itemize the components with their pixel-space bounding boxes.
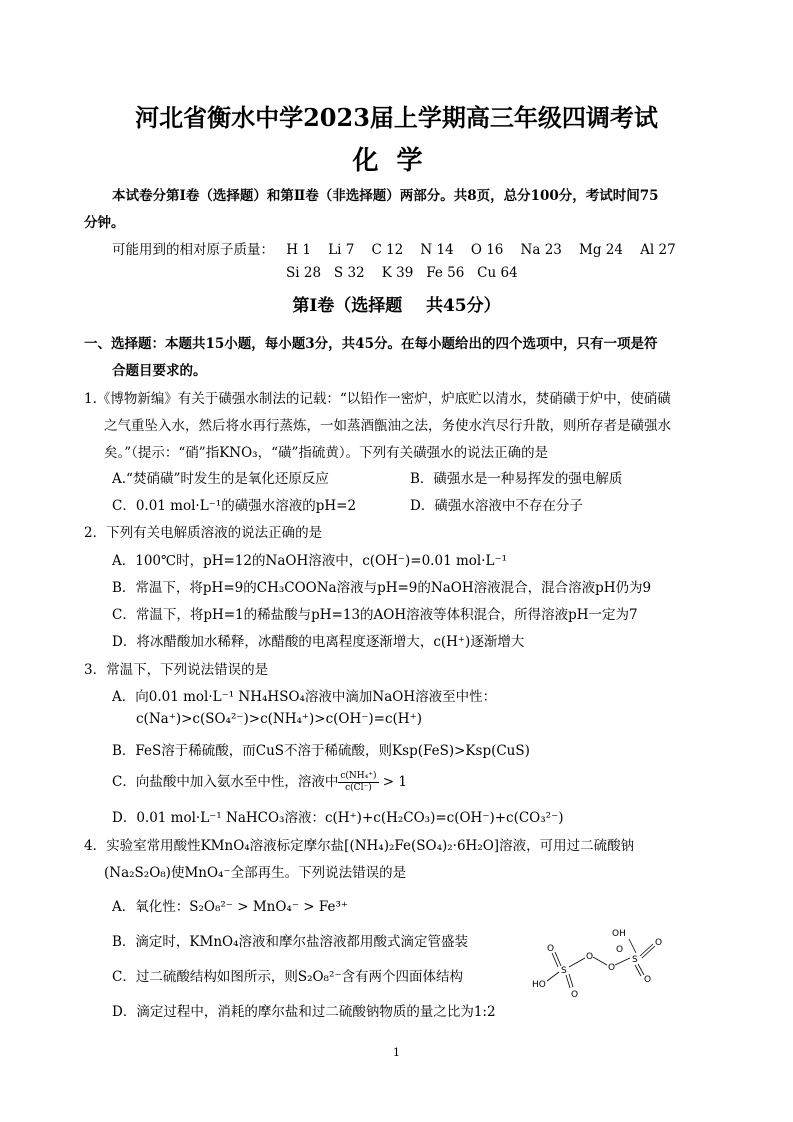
q1-option-d: D．磺强水溶液中不存在分子 <box>410 498 583 514</box>
q1-option-b: B．磺强水是一种易挥发的强电解质 <box>410 471 623 487</box>
q3-option-c-suffix: > 1 <box>382 774 407 790</box>
structure-label-ho-left: HO <box>532 980 546 990</box>
q4-stem-1: 4．实验室常用酸性KMnO₄溶液标定摩尔盐[(NH₄)₂Fe(SO₄)₂·6H₂O]溶液，可用过二硫酸钠 <box>84 838 635 854</box>
q4-stem-2: (Na₂S₂O₈)使MnO₄⁻全部再生。下列说法错误的是 <box>104 865 407 881</box>
q4-option-a: A．氧化性：S₂O₈²⁻ > MnO₄⁻ > Fe³⁺ <box>112 899 348 915</box>
atomic-mass-label-text: 可能用到的相对原子质量： <box>112 242 274 258</box>
q2-option-b: B．常温下，将pH=9的CH₃COONa溶液与pH=9的NaOH溶液混合，混合溶液pH仍为9 <box>112 580 652 596</box>
q4-option-b: B．滴定时，KMnO₄溶液和摩尔盐溶液都用酸式滴定管盛装 <box>112 934 469 950</box>
subject-title: 化学 <box>352 146 441 176</box>
q3-option-c-prefix: C．向盐酸中加入氨水至中性，溶液中 <box>112 774 339 790</box>
peroxydisulfuric-acid-structure <box>525 925 670 1000</box>
q2-option-a: A．100℃时，pH=12的NaOH溶液中，c(OH⁻)=0.01 mol·L⁻¹ <box>112 553 507 569</box>
exam-title: 河北省衡水中学2023届上学期高三年级四调考试 <box>135 103 658 132</box>
q3-option-a-line-2: c(Na⁺)>c(SO₄²⁻)>c(NH₄⁺)>c(OH⁻)=c(H⁺) <box>136 711 422 727</box>
structure-label-o-4: O <box>608 963 616 973</box>
structure-label-o-5: O <box>616 945 624 955</box>
q3-fraction-denominator: c(Cl⁻) <box>345 783 372 793</box>
q1-stem-1: 1.《博物新编》有关于磺强水制法的记载：“以铅作一密炉，炉底贮以清水，焚硝磺于炉中，使硝磺 <box>84 391 671 407</box>
section-title: 第Ⅰ卷（选择题 共45分） <box>292 296 501 316</box>
q3-option-d: D．0.01 mol·L⁻¹ NaHCO₃溶液：c(H⁺)+c(H₂CO₃)=c(OH⁻)+c(CO₃²⁻) <box>112 810 564 826</box>
q2-option-d: D．将冰醋酸加水稀释，冰醋酸的电离程度逐渐增大，c(H⁺)逐渐增大 <box>112 634 525 650</box>
q4-option-c: C．过二硫酸结构如图所示，则S₂O₈²⁻含有两个四面体结构 <box>112 969 464 985</box>
structure-label-o-6: O <box>655 938 663 948</box>
q1-stem-3: 矣。”（提示：“硝”指KNO₃，“磺”指硫黄）。下列有关磺强水的说法正确的是 <box>104 445 549 461</box>
q1-stem-2: 之气重坠入水，然后将水再行蒸炼，一如蒸酒甑油之法，务使水汽尽行升散，则所存者是磺强水 <box>104 418 671 434</box>
intro-line-1: 本试卷分第Ⅰ卷（选择题）和第Ⅱ卷（非选择题）两部分。共8页，总分100分，考试时间75 <box>112 188 659 204</box>
page-number: 1 <box>393 1046 400 1059</box>
structure-label-s-right: S <box>632 955 638 965</box>
q3-option-c <box>112 770 407 794</box>
q3-stem: 3．常温下，下列说法错误的是 <box>84 662 269 678</box>
atomic-mass-label <box>112 238 676 258</box>
structure-bonds <box>547 939 655 988</box>
q1-option-a: A.“焚硝磺”时发生的是氧化还原反应 <box>112 471 329 487</box>
structure-label-o-7: O <box>644 975 652 985</box>
section-instruction-2: 合题目要求的。 <box>112 363 207 379</box>
q3-option-a: A．向0.01 mol·L⁻¹ NH₄HSO₄溶液中滴加NaOH溶液至中性： <box>112 689 497 705</box>
structure-label-s-left: S <box>561 966 567 976</box>
q3-fraction-numerator: c(NH₄⁺) <box>340 771 377 781</box>
structure-label-o-1: O <box>547 944 555 954</box>
structure-label-o-3: O <box>586 952 594 962</box>
section-instruction-1: 一、选择题：本题共15小题，每小题3分，共45分。在每小题给出的四个选项中，只有一项是符 <box>84 336 658 352</box>
q3-option-b: B．FeS溶于稀硫酸，而CuS不溶于稀硫酸，则Ksp(FeS)>Ksp(CuS) <box>112 743 530 759</box>
atomic-mass-row-2: Si 28 S 32 K 39 Fe 56 Cu 64 <box>286 265 518 281</box>
structure-label-o-2: O <box>571 990 579 1000</box>
atomic-mass-row-1: H 1 Li 7 C 12 N 14 O 16 Na 23 Mg 24 Al 27 <box>286 242 676 258</box>
intro-line-2: 分钟。 <box>84 215 125 231</box>
q2-option-c: C．常温下，将pH=1的稀盐酸与pH=13的AOH溶液等体积混合，所得溶液pH一定为7 <box>112 607 638 623</box>
structure-label-oh-right: OH <box>612 929 626 939</box>
q4-option-d: D．滴定过程中，消耗的摩尔盐和过二硫酸钠物质的量之比为1:2 <box>112 1004 496 1020</box>
q3-fraction <box>338 771 378 794</box>
q1-option-c: C．0.01 mol·L⁻¹的磺强水溶液的pH=2 <box>112 498 357 514</box>
q2-stem: 2．下列有关电解质溶液的说法正确的是 <box>84 525 323 541</box>
